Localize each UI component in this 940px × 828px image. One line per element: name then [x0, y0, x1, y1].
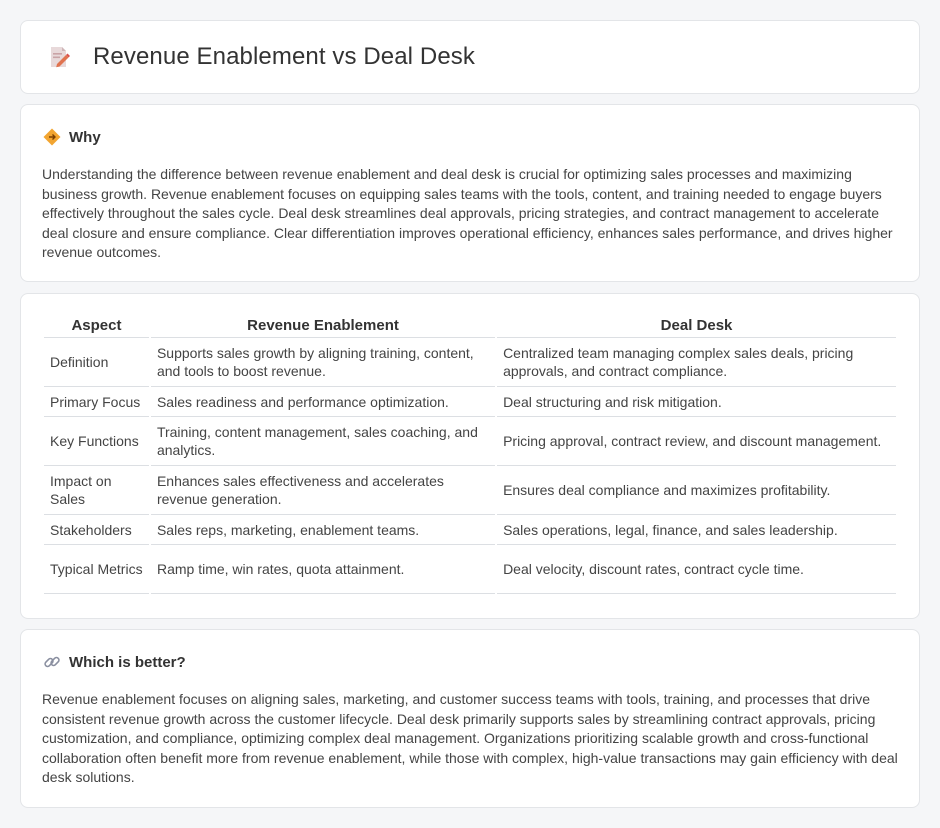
- revenue-enablement-cell: Sales reps, marketing, enablement teams.: [151, 515, 495, 545]
- table-row: [44, 545, 896, 594]
- aspect-cell: Primary Focus: [44, 387, 149, 417]
- revenue-enablement-cell: Sales readiness and performance optimization.: [151, 387, 495, 417]
- table-row: [44, 387, 896, 417]
- table-row: [44, 466, 896, 515]
- deal-desk-cell: Deal velocity, discount rates, contract cycle time.: [497, 545, 896, 594]
- better-heading: [43, 653, 186, 671]
- link-icon: [43, 653, 61, 671]
- header-aspect: Aspect: [44, 314, 149, 338]
- comparison-table: [42, 314, 898, 594]
- better-title: Which is better?: [69, 653, 186, 671]
- why-heading: [43, 128, 101, 146]
- header-revenue-enablement: Revenue Enablement: [151, 314, 495, 338]
- revenue-enablement-cell: Supports sales growth by aligning training, content, and tools to boost revenue.: [151, 338, 495, 387]
- deal-desk-cell: Deal structuring and risk mitigation.: [497, 387, 896, 417]
- table-row: [44, 515, 896, 545]
- header-card: [20, 20, 920, 94]
- better-text: Revenue enablement focuses on aligning sales, marketing, and customer success teams with tools, training, and processes that drive consistent revenue growth across the customer lifecycle. Deal desk primarily supports sales by streamlining contract approvals, pricing customization, and compliance, optimizing complex deal management. Organizations prioritizing scalable growth and cross-functional collaboration often benefit more from revenue enablement, while those with complex, high-value transactions may gain efficiency with deal desk solutions.: [42, 691, 898, 785]
- aspect-cell: Definition: [44, 338, 149, 387]
- revenue-enablement-cell: Training, content management, sales coaching, and analytics.: [151, 417, 495, 466]
- revenue-enablement-cell: Ramp time, win rates, quota attainment.: [151, 545, 495, 594]
- aspect-cell: Key Functions: [44, 417, 149, 466]
- why-title: Why: [69, 128, 101, 146]
- aspect-cell: Typical Metrics: [44, 545, 149, 594]
- deal-desk-cell: Pricing approval, contract review, and discount management.: [497, 417, 896, 466]
- table-row: [44, 417, 896, 466]
- table-row: [44, 338, 896, 387]
- diamond-arrows-icon: [43, 128, 61, 146]
- aspect-cell: Stakeholders: [44, 515, 149, 545]
- deal-desk-cell: Sales operations, legal, finance, and sales leadership.: [497, 515, 896, 545]
- aspect-cell: Impact on Sales: [44, 466, 149, 515]
- deal-desk-cell: Ensures deal compliance and maximizes profitability.: [497, 466, 896, 515]
- revenue-enablement-cell: Enhances sales effectiveness and accelerates revenue generation.: [151, 466, 495, 515]
- document-pencil-icon: [47, 45, 71, 69]
- comparison-card: [20, 293, 920, 619]
- page-title: Revenue Enablement vs Deal Desk: [93, 43, 475, 70]
- why-section: [20, 104, 920, 282]
- table-header-row: [44, 314, 896, 338]
- why-text: Understanding the difference between revenue enablement and deal desk is crucial for optimizing sales processes and maximizing business growth. Revenue enablement focuses on equipping sales teams with the tools, content, and training needed to engage buyers effectively throughout the sales cycle. Deal desk streamlines deal approvals, pricing strategies, and contract management to accelerate deal closure and ensure compliance. Clear differentiation improves operational efficiency, enhances sales performance, and drives higher revenue outcomes.: [42, 166, 893, 260]
- header-deal-desk: Deal Desk: [497, 314, 896, 338]
- which-is-better-section: [20, 629, 920, 808]
- deal-desk-cell: Centralized team managing complex sales deals, pricing approvals, and contract compliance.: [497, 338, 896, 387]
